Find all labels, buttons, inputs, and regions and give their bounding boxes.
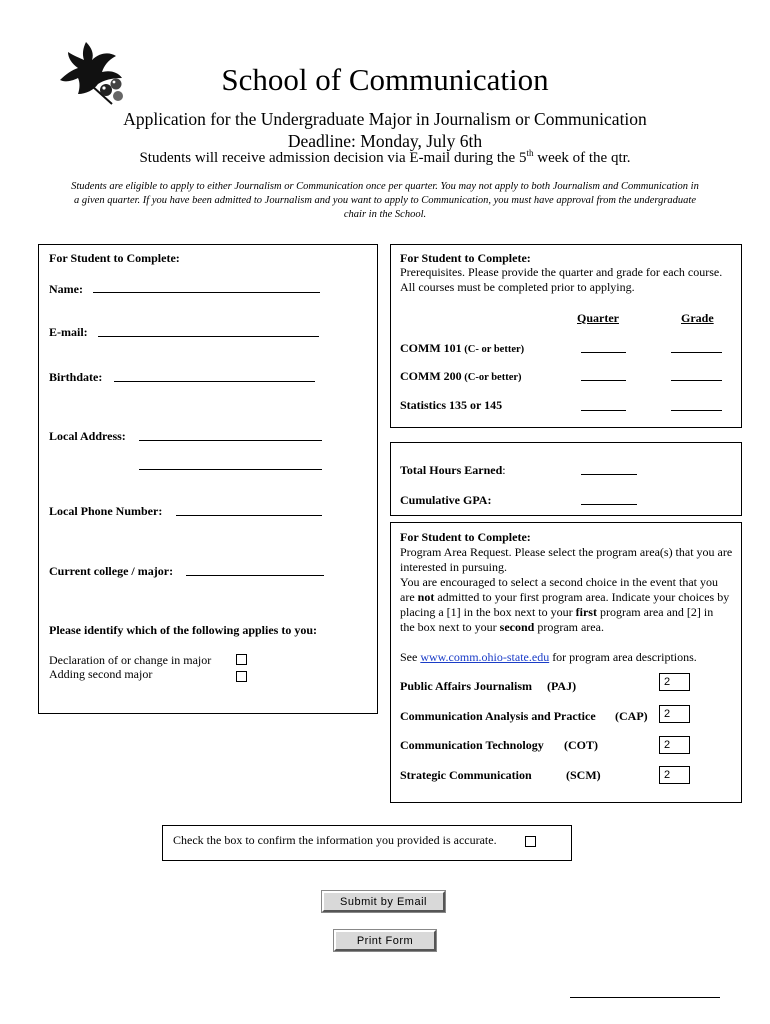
prereq-heading: For Student to Complete: (400, 251, 531, 265)
college-major-label: Current college / major: (49, 564, 174, 578)
subtitle-deadline: Deadline: Monday, July 6th (287, 131, 483, 151)
instr-part-a: You are encouraged to select a second choice in the event that you are (400, 575, 718, 604)
second-major-checkbox[interactable] (236, 671, 247, 682)
prereq-instructions: Prerequisites. Please provide the quarter and grade for each course. All courses must be completed prior to applying. (400, 265, 723, 294)
birthdate-label: Birthdate: (49, 370, 103, 384)
see-suffix: for program area descriptions. (549, 650, 697, 664)
option-second-major-label: Adding second major (49, 667, 153, 681)
see-prefix: See (400, 650, 421, 664)
email-label: E-mail: (49, 325, 88, 339)
cap-choice-field[interactable]: 2 (659, 705, 690, 723)
statistics-grade-field[interactable] (671, 410, 722, 411)
total-hours-text: Total Hours Earned (400, 463, 503, 477)
program-heading: For Student to Complete: (400, 530, 531, 544)
course-requirement: (C-or better) (461, 372, 522, 383)
comm200-quarter-field[interactable] (581, 380, 626, 381)
applies-question: Please identify which of the following applies to you: (49, 623, 318, 637)
student-info-heading: For Student to Complete: (49, 251, 180, 265)
bottom-rule (570, 997, 720, 998)
local-address-field-1[interactable] (139, 440, 322, 441)
decision-prefix: Students will receive admission decision via E-mail during the 5 (139, 150, 527, 166)
program-descriptions-link[interactable]: www.comm.ohio-state.edu (420, 650, 550, 664)
page-title: School of Communication (221, 62, 549, 97)
declaration-checkbox[interactable] (236, 654, 247, 665)
instr-not: not (417, 590, 435, 604)
decision-suffix: week of the qtr. (533, 150, 631, 166)
subtitle-application: Application for the Undergraduate Major in Journalism or Communication (123, 109, 647, 129)
college-major-field[interactable] (186, 575, 324, 576)
program-instructions (400, 575, 730, 635)
name-label: Name: (49, 282, 83, 296)
local-address-label: Local Address: (49, 429, 126, 443)
course-name: COMM 200 (400, 369, 462, 383)
print-form-button[interactable]: Print Form (334, 930, 436, 951)
course-row-statistics (400, 398, 502, 413)
comm101-quarter-field[interactable] (581, 352, 626, 353)
grade-column-header: Grade (681, 311, 714, 325)
instr-part-b: admitted to your first program area. Indicate your choices by placing a [1] in the box next to your (400, 590, 730, 619)
gpa-label: Cumulative GPA: (400, 493, 492, 507)
program-intro: Program Area Request. Please select the program area(s) that you are interested in pursuing. (400, 545, 733, 574)
instr-part-c: program area and [2] in the box next to your (400, 605, 714, 634)
total-hours-colon: : (502, 463, 506, 477)
decision-notice (0, 148, 770, 167)
confirm-text: Check the box to confirm the information you provided is accurate. (173, 833, 497, 847)
email-field[interactable] (98, 336, 319, 337)
comm200-grade-field[interactable] (671, 380, 722, 381)
area-cap-code: (CAP) (615, 709, 648, 723)
area-paj-name: Public Affairs Journalism (400, 679, 533, 693)
paj-choice-field[interactable]: 2 (659, 673, 690, 691)
quarter-column-header: Quarter (577, 311, 619, 325)
cot-choice-field[interactable]: 2 (659, 736, 690, 754)
instr-part-d: program area. (534, 620, 604, 634)
gpa-field[interactable] (581, 504, 637, 505)
area-cot-name: Communication Technology (400, 738, 544, 752)
area-scm-name: Strategic Communication (400, 768, 532, 782)
program-see-line (400, 650, 697, 665)
student-info-box (38, 244, 378, 714)
instr-second: second (499, 620, 535, 634)
birthdate-field[interactable] (114, 381, 315, 382)
area-cap-name: Communication Analysis and Practice (400, 709, 596, 723)
course-requirement: (C- or better) (461, 344, 525, 355)
local-address-field-2[interactable] (139, 469, 322, 470)
course-name: Statistics 135 or 145 (400, 398, 503, 412)
submit-by-email-button[interactable]: Submit by Email (322, 891, 445, 912)
course-row-comm101 (400, 341, 524, 356)
scm-choice-field[interactable]: 2 (659, 766, 690, 784)
course-name: COMM 101 (400, 341, 462, 355)
area-paj-code: (PAJ) (547, 679, 577, 693)
local-phone-label: Local Phone Number: (49, 504, 163, 518)
local-phone-field[interactable] (176, 515, 322, 516)
total-hours-field[interactable] (581, 474, 637, 475)
total-hours-label (400, 463, 506, 478)
area-cot-code: (COT) (564, 738, 598, 752)
confirm-checkbox[interactable] (525, 836, 536, 847)
option-declaration-label: Declaration of or change in major (49, 653, 212, 667)
decision-sup: th (526, 148, 534, 158)
name-field[interactable] (93, 292, 320, 293)
course-row-comm200 (400, 369, 522, 384)
instr-first: first (575, 605, 597, 619)
eligibility-note: Students are eligible to apply to either Journalism or Communication once per quarter. You may not apply to both Journalism and Communication in a given quarter. If you have been admitted to Journalism and you want to apply to Communication, you must have approval from the undergraduate chair in the School. (71, 181, 699, 220)
area-scm-code: (SCM) (566, 768, 601, 782)
statistics-quarter-field[interactable] (581, 410, 626, 411)
comm101-grade-field[interactable] (671, 352, 722, 353)
page-subtitle (0, 108, 770, 152)
